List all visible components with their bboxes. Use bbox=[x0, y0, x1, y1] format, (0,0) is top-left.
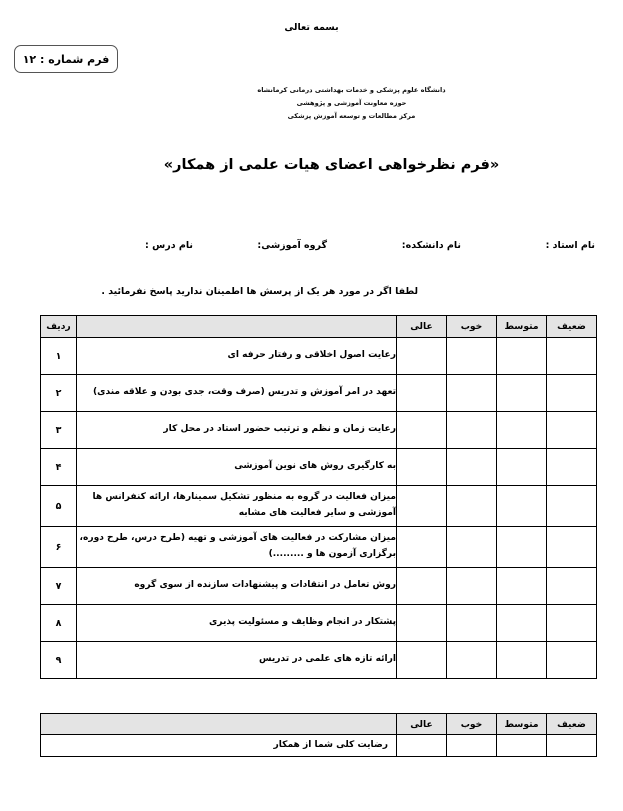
table-row bbox=[41, 735, 597, 757]
table-row bbox=[41, 486, 597, 527]
table-row bbox=[41, 642, 597, 679]
row-index: ۴ bbox=[41, 449, 77, 486]
table-row bbox=[41, 338, 597, 375]
item-text: ارائه تازه های علمی در تدریس bbox=[77, 642, 397, 679]
instruction-text: لطفا اگر در مورد هر یک از پرسش ها اطمینان ندارید پاسخ نفرمائید . bbox=[101, 286, 418, 297]
score-cell-average[interactable] bbox=[497, 642, 547, 679]
score-cell-excellent[interactable] bbox=[397, 412, 447, 449]
score-cell-good[interactable] bbox=[447, 568, 497, 605]
score-cell-good[interactable] bbox=[447, 375, 497, 412]
overall-satisfaction-table bbox=[40, 713, 597, 757]
table-row bbox=[41, 605, 597, 642]
summary-item-text: رضایت کلی شما از همکار bbox=[41, 735, 397, 757]
summary-score-excellent[interactable] bbox=[397, 735, 447, 757]
score-cell-excellent[interactable] bbox=[397, 449, 447, 486]
score-cell-average[interactable] bbox=[497, 449, 547, 486]
score-cell-good[interactable] bbox=[447, 338, 497, 375]
table-row bbox=[41, 412, 597, 449]
score-cell-weak[interactable] bbox=[547, 449, 597, 486]
item-text: به کارگیری روش های نوین آموزشی bbox=[77, 449, 397, 486]
row-index: ۸ bbox=[41, 605, 77, 642]
row-index: ۲ bbox=[41, 375, 77, 412]
form-fields-row bbox=[0, 240, 623, 258]
organization-line-1: دانشگاه علوم پزشکی و خدمات بهداشتی درمانی کرمانشاه bbox=[257, 86, 446, 94]
summary-header-average: متوسط bbox=[497, 714, 547, 735]
header-good: خوب bbox=[447, 316, 497, 338]
teacher-name-label: نام استاد : bbox=[545, 240, 595, 251]
summary-header-weak: ضعیف bbox=[547, 714, 597, 735]
header-index: ردیف bbox=[41, 316, 77, 338]
row-index: ۱ bbox=[41, 338, 77, 375]
summary-header-excellent: عالی bbox=[397, 714, 447, 735]
score-cell-excellent[interactable] bbox=[397, 338, 447, 375]
form-number-box: فرم شماره : ۱۲ bbox=[14, 45, 118, 73]
score-cell-excellent[interactable] bbox=[397, 642, 447, 679]
item-text: پشتکار در انجام وظایف و مسئولیت پذیری bbox=[77, 605, 397, 642]
score-cell-excellent[interactable] bbox=[397, 605, 447, 642]
score-cell-average[interactable] bbox=[497, 568, 547, 605]
table-row bbox=[41, 449, 597, 486]
header-excellent: عالی bbox=[397, 316, 447, 338]
summary-header-item bbox=[41, 714, 397, 735]
score-cell-weak[interactable] bbox=[547, 568, 597, 605]
score-cell-excellent[interactable] bbox=[397, 568, 447, 605]
score-cell-good[interactable] bbox=[447, 412, 497, 449]
header-item bbox=[77, 316, 397, 338]
summary-header-row bbox=[41, 714, 597, 735]
organization-heading bbox=[0, 84, 623, 123]
evaluation-table bbox=[40, 315, 597, 679]
summary-score-average[interactable] bbox=[497, 735, 547, 757]
score-cell-average[interactable] bbox=[497, 486, 547, 527]
header-average: متوسط bbox=[497, 316, 547, 338]
score-cell-excellent[interactable] bbox=[397, 486, 447, 527]
score-cell-weak[interactable] bbox=[547, 527, 597, 568]
score-cell-weak[interactable] bbox=[547, 486, 597, 527]
summary-header-good: خوب bbox=[447, 714, 497, 735]
item-text: روش تعامل در انتقادات و پیشنهادات سازنده از سوی گروه bbox=[77, 568, 397, 605]
item-text: رعایت زمان و نظم و ترتیب حضور استاد در محل کار bbox=[77, 412, 397, 449]
score-cell-good[interactable] bbox=[447, 605, 497, 642]
score-cell-average[interactable] bbox=[497, 412, 547, 449]
score-cell-excellent[interactable] bbox=[397, 527, 447, 568]
item-text: میزان مشارکت در فعالیت های آموزشی و تهیه (طرح درس، طرح دوره، برگزاری آزمون ها و .........) bbox=[77, 527, 397, 568]
table-header-row bbox=[41, 316, 597, 338]
row-index: ۹ bbox=[41, 642, 77, 679]
score-cell-average[interactable] bbox=[497, 338, 547, 375]
score-cell-weak[interactable] bbox=[547, 605, 597, 642]
item-text: رعایت اصول اخلاقی و رفتار حرفه ای bbox=[77, 338, 397, 375]
score-cell-good[interactable] bbox=[447, 486, 497, 527]
bismillah-text: بسمه تعالی bbox=[284, 22, 339, 33]
faculty-name-label: نام دانشکده: bbox=[401, 240, 461, 251]
department-label: گروه آموزشی: bbox=[257, 240, 327, 251]
header-weak: ضعیف bbox=[547, 316, 597, 338]
score-cell-good[interactable] bbox=[447, 449, 497, 486]
table-row bbox=[41, 375, 597, 412]
row-index: ۳ bbox=[41, 412, 77, 449]
table-row bbox=[41, 527, 597, 568]
page-title: «فرم نظرخواهی اعضای هیات علمی از همکار» bbox=[163, 157, 500, 173]
row-index: ۷ bbox=[41, 568, 77, 605]
score-cell-weak[interactable] bbox=[547, 375, 597, 412]
score-cell-average[interactable] bbox=[497, 527, 547, 568]
score-cell-weak[interactable] bbox=[547, 412, 597, 449]
course-name-label: نام درس : bbox=[145, 240, 193, 251]
organization-line-3: مرکز مطالعات و توسعه آموزش پزشکی bbox=[287, 111, 416, 120]
summary-score-good[interactable] bbox=[447, 735, 497, 757]
summary-score-weak[interactable] bbox=[547, 735, 597, 757]
score-cell-weak[interactable] bbox=[547, 338, 597, 375]
table-row bbox=[41, 568, 597, 605]
score-cell-excellent[interactable] bbox=[397, 375, 447, 412]
score-cell-good[interactable] bbox=[447, 642, 497, 679]
row-index: ۵ bbox=[41, 486, 77, 527]
score-cell-good[interactable] bbox=[447, 527, 497, 568]
item-text: تعهد در امر آموزش و تدریس (صرف وقت، جدی بودن و علاقه مندی) bbox=[77, 375, 397, 412]
organization-line-2: حوزه معاونت آموزشی و پژوهشی bbox=[296, 98, 407, 107]
score-cell-average[interactable] bbox=[497, 375, 547, 412]
score-cell-average[interactable] bbox=[497, 605, 547, 642]
row-index: ۶ bbox=[41, 527, 77, 568]
score-cell-weak[interactable] bbox=[547, 642, 597, 679]
item-text: میزان فعالیت در گروه به منظور تشکیل سمینارها، ارائه کنفرانس ها آموزشی و سایر فعالیت های مشابه bbox=[77, 486, 397, 527]
